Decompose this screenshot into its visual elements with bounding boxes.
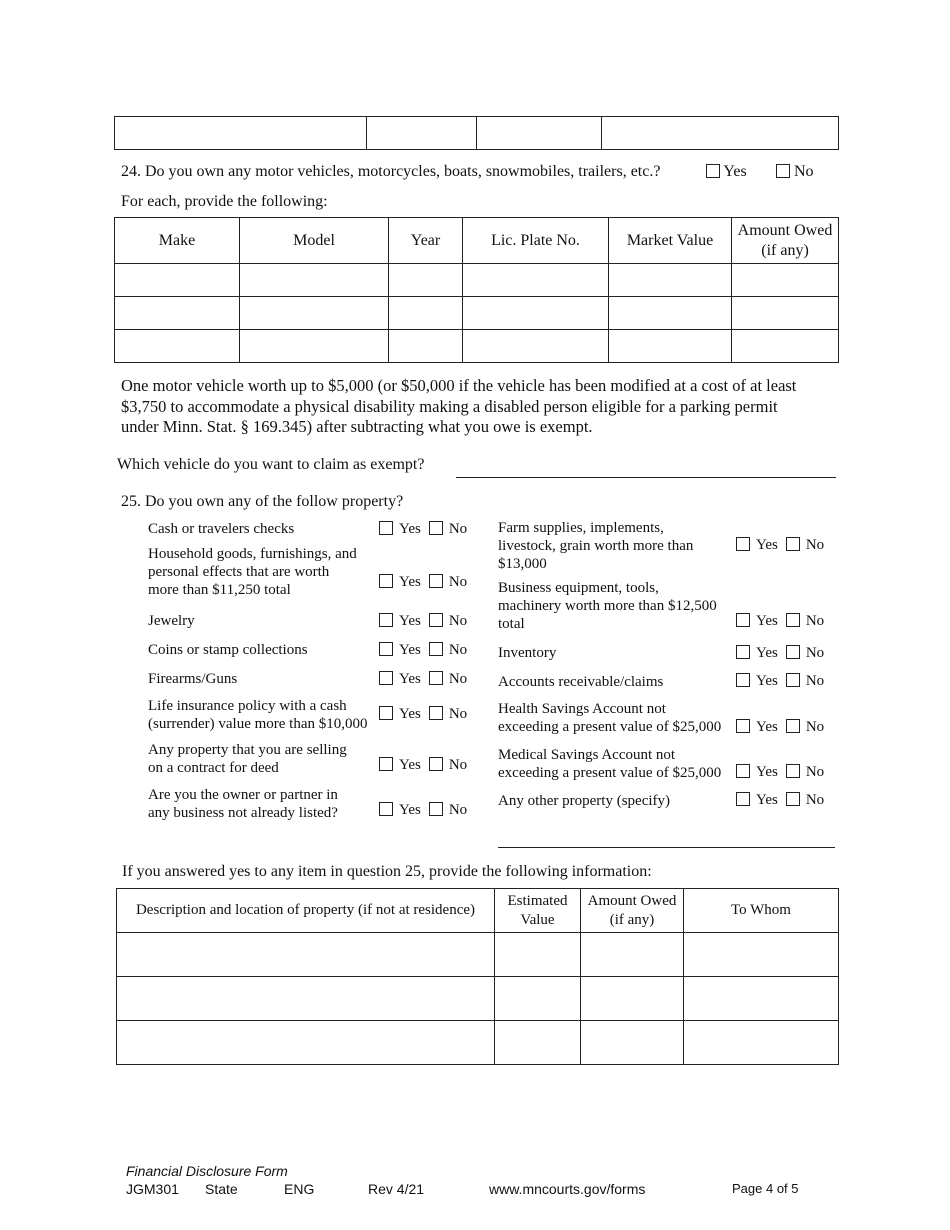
- footer-state: State: [205, 1181, 238, 1197]
- table-cell[interactable]: [240, 297, 389, 330]
- no-label: No: [448, 642, 468, 658]
- table-cell[interactable]: [117, 1021, 495, 1065]
- q25-left-item-label: [148, 786, 338, 822]
- no-checkbox[interactable]: [786, 792, 800, 806]
- yes-label: Yes: [756, 719, 778, 735]
- table-cell[interactable]: [367, 117, 477, 150]
- table-cell[interactable]: [602, 117, 839, 150]
- q25-left-yes-no: [379, 757, 467, 774]
- q24-question-row: [121, 163, 660, 181]
- yes-label: Yes: [399, 574, 421, 590]
- yes-checkbox[interactable]: [379, 642, 393, 656]
- table-cell[interactable]: [581, 977, 684, 1021]
- no-checkbox[interactable]: [429, 613, 443, 627]
- q24-question: 24. Do you own any motor vehicles, motorcycles, boats, snowmobiles, trailers, etc.?: [121, 163, 661, 180]
- table-cell[interactable]: [389, 297, 463, 330]
- no-checkbox[interactable]: [786, 673, 800, 687]
- q25-left-item-line: Life insurance policy with a cash: [148, 698, 347, 714]
- yes-label: Yes: [756, 645, 778, 661]
- exempt-note: [121, 376, 841, 438]
- footer-code: JGM301: [126, 1181, 179, 1197]
- yes-checkbox[interactable]: [379, 574, 393, 588]
- q25-right-item-line: Health Savings Account not: [498, 701, 666, 717]
- header-description: Description and location of property (if not at residence): [117, 889, 495, 933]
- q25-right-item-line: Farm supplies, implements,: [498, 520, 664, 536]
- no-checkbox[interactable]: [429, 574, 443, 588]
- q25-left-item-label: [148, 520, 294, 538]
- table-cell[interactable]: [609, 264, 732, 297]
- header-year: Year: [389, 218, 463, 264]
- q25-right-item-label: [498, 792, 670, 810]
- header-amount-owed-line2: (if any): [609, 911, 655, 928]
- table-cell[interactable]: [495, 977, 581, 1021]
- table-cell[interactable]: [684, 933, 839, 977]
- no-label: No: [448, 757, 468, 773]
- yes-label: Yes: [399, 613, 421, 629]
- footer-page: Page 4 of 5: [732, 1181, 799, 1196]
- table-cell[interactable]: [115, 264, 240, 297]
- table-cell[interactable]: [117, 977, 495, 1021]
- q25-right-yes-no: [736, 764, 824, 781]
- header-estimated-value: [495, 889, 581, 933]
- no-checkbox[interactable]: [429, 642, 443, 656]
- q25-right-item-label: [498, 700, 721, 736]
- exempt-note-line2: $3,750 to accommodate a physical disability making a disabled person eligible for a parking permit: [121, 396, 778, 416]
- no-label: No: [805, 673, 825, 689]
- q25-left-yes-no: [379, 613, 467, 630]
- q25-left-item-label: [148, 641, 308, 659]
- no-checkbox[interactable]: [786, 537, 800, 551]
- yes-label: Yes: [756, 613, 778, 629]
- table-row: [115, 330, 839, 363]
- yes-label: Yes: [399, 671, 421, 687]
- header-amount-owed-line2: (if any): [761, 241, 809, 259]
- table-cell[interactable]: [477, 117, 602, 150]
- q25-right-yes-no: [736, 537, 824, 554]
- other-property-specify-line[interactable]: [498, 847, 835, 848]
- table-row: [117, 1021, 839, 1065]
- q25-left-item-label: [148, 697, 368, 733]
- header-amount-owed: [732, 218, 839, 264]
- q25-right-item-line: machinery worth more than $12,500: [498, 598, 717, 614]
- table-cell[interactable]: [609, 297, 732, 330]
- yes-label: Yes: [399, 642, 421, 658]
- property-table: [116, 888, 839, 1065]
- no-checkbox[interactable]: [786, 764, 800, 778]
- q25-right-item-line: total: [498, 616, 525, 632]
- yes-checkbox[interactable]: [379, 802, 393, 816]
- table-cell[interactable]: [495, 933, 581, 977]
- table-cell[interactable]: [684, 977, 839, 1021]
- yes-checkbox[interactable]: [736, 537, 750, 551]
- table-cell[interactable]: [495, 1021, 581, 1065]
- table-cell[interactable]: [115, 330, 240, 363]
- exempt-note-line1: One motor vehicle worth up to $5,000 (or $50,000 if the vehicle has been modified at a cost of at least: [121, 376, 797, 395]
- q25-right-item-line: $13,000: [498, 556, 547, 572]
- no-label: No: [448, 521, 468, 537]
- yes-checkbox[interactable]: [379, 521, 393, 535]
- table-row: [115, 297, 839, 330]
- yes-checkbox[interactable]: [736, 645, 750, 659]
- q25-left-item-line: on a contract for deed: [148, 760, 279, 776]
- q25-left-item-line: (surrender) value more than $10,000: [148, 716, 368, 732]
- q25-right-yes-no: [736, 792, 824, 809]
- q25-right-yes-no: [736, 719, 824, 736]
- q25-left-item-label: [148, 670, 237, 688]
- q25-left-item-label: [148, 545, 357, 599]
- table-cell[interactable]: [389, 264, 463, 297]
- q25-right-item-label: [498, 746, 721, 782]
- q25-right-item-label: [498, 644, 556, 662]
- q25-left-item-line: Firearms/Guns: [148, 671, 238, 687]
- yes-label: Yes: [756, 764, 778, 780]
- header-market-value: Market Value: [609, 218, 732, 264]
- q25-right-item-label: [498, 579, 717, 633]
- yes-checkbox[interactable]: [736, 792, 750, 806]
- table-cell[interactable]: [732, 297, 839, 330]
- q25-left-item-line: personal effects that are worth: [148, 564, 330, 580]
- q24-yes-option[interactable]: [706, 163, 747, 181]
- q25-right-item-line: Business equipment, tools,: [498, 580, 659, 596]
- header-amount-owed-line1: Amount Owed: [587, 892, 677, 909]
- q24-no-option[interactable]: [776, 163, 814, 181]
- q25-right-item-line: Any other property (specify): [498, 793, 671, 809]
- yes-checkbox[interactable]: [379, 613, 393, 627]
- no-label: No: [805, 764, 825, 780]
- no-label: No: [805, 645, 825, 661]
- no-checkbox[interactable]: [786, 645, 800, 659]
- table-cell[interactable]: [115, 117, 367, 150]
- yes-label: Yes: [756, 792, 778, 808]
- q25-right-item-line: livestock, grain worth more than: [498, 538, 694, 554]
- header-to-whom: To Whom: [684, 889, 839, 933]
- q24-no-label: No: [794, 163, 814, 180]
- vehicle-table: [114, 217, 839, 363]
- yes-checkbox[interactable]: [379, 757, 393, 771]
- q25-left-yes-no: [379, 706, 467, 723]
- footer-lang: ENG: [284, 1181, 315, 1197]
- table-cell[interactable]: [581, 933, 684, 977]
- table-cell[interactable]: [581, 1021, 684, 1065]
- footer-url[interactable]: www.mncourts.gov/forms: [489, 1181, 646, 1197]
- table-cell[interactable]: [463, 264, 609, 297]
- no-checkbox[interactable]: [429, 671, 443, 685]
- header-amount-owed-line1: Amount Owed: [737, 221, 833, 239]
- yes-checkbox[interactable]: [379, 671, 393, 685]
- q25-left-item-line: Cash or travelers checks: [148, 521, 295, 537]
- table-cell[interactable]: [240, 264, 389, 297]
- exempt-vehicle-input-line[interactable]: [456, 477, 836, 478]
- no-label: No: [805, 719, 825, 735]
- q25-left-item-line: Are you the owner or partner in: [148, 787, 338, 803]
- q24-no-checkbox[interactable]: [776, 164, 790, 178]
- q25-left-item-label: [148, 612, 195, 630]
- table-row: [117, 933, 839, 977]
- table-cell[interactable]: [115, 297, 240, 330]
- footer-form-name: Financial Disclosure Form: [126, 1163, 288, 1179]
- yes-label: Yes: [399, 802, 421, 818]
- q25-left-yes-no: [379, 802, 467, 819]
- q25-right-yes-no: [736, 673, 824, 690]
- q25-left-yes-no: [379, 642, 467, 659]
- yes-checkbox[interactable]: [736, 613, 750, 627]
- no-label: No: [805, 792, 825, 808]
- table-cell[interactable]: [389, 330, 463, 363]
- q24-yes-checkbox[interactable]: [706, 164, 720, 178]
- table-cell[interactable]: [463, 330, 609, 363]
- q25-right-item-label: [498, 673, 663, 691]
- q25-right-item-line: Inventory: [498, 645, 557, 661]
- header-plate: Lic. Plate No.: [463, 218, 609, 264]
- no-label: No: [448, 613, 468, 629]
- q25-followup: If you answered yes to any item in question 25, provide the following information:: [122, 863, 652, 880]
- q25-left-yes-no: [379, 671, 467, 688]
- yes-label: Yes: [756, 537, 778, 553]
- q25-right-yes-no: [736, 645, 824, 662]
- header-make: Make: [115, 218, 240, 264]
- exempt-question: Which vehicle do you want to claim as exempt?: [117, 456, 425, 473]
- q25-left-item-line: Jewelry: [148, 613, 195, 629]
- q25-right-item-line: exceeding a present value of $25,000: [498, 765, 722, 781]
- table-cell[interactable]: [609, 330, 732, 363]
- footer-rev: Rev 4/21: [368, 1181, 425, 1197]
- no-checkbox[interactable]: [429, 802, 443, 816]
- q25-right-item-label: [498, 519, 693, 573]
- header-model: Model: [240, 218, 389, 264]
- no-label: No: [805, 613, 825, 629]
- yes-checkbox[interactable]: [736, 673, 750, 687]
- q24-instruction: For each, provide the following:: [121, 193, 328, 210]
- header-estimated-value-line1: Estimated: [507, 892, 568, 909]
- no-label: No: [805, 537, 825, 553]
- yes-label: Yes: [756, 673, 778, 689]
- no-label: No: [448, 671, 468, 687]
- q25-left-yes-no: [379, 521, 467, 538]
- q25-left-item-label: [148, 741, 347, 777]
- yes-checkbox[interactable]: [736, 719, 750, 733]
- header-amount-owed: [581, 889, 684, 933]
- q25-left-item-line: Household goods, furnishings, and: [148, 546, 357, 562]
- top-continuation-table: [114, 116, 839, 150]
- table-cell[interactable]: [240, 330, 389, 363]
- yes-label: Yes: [399, 706, 421, 722]
- table-cell[interactable]: [117, 933, 495, 977]
- q25-left-item-line: more than $11,250 total: [148, 582, 291, 598]
- no-checkbox[interactable]: [786, 719, 800, 733]
- no-label: No: [448, 706, 468, 722]
- table-row: [117, 977, 839, 1021]
- no-checkbox[interactable]: [429, 757, 443, 771]
- q25-left-item-line: Any property that you are selling: [148, 742, 347, 758]
- q25-left-yes-no: [379, 574, 467, 591]
- table-cell[interactable]: [684, 1021, 839, 1065]
- yes-checkbox[interactable]: [379, 706, 393, 720]
- no-checkbox[interactable]: [786, 613, 800, 627]
- q25-question: 25. Do you own any of the follow property?: [121, 493, 404, 510]
- table-cell[interactable]: [463, 297, 609, 330]
- q24-yes-label: Yes: [723, 163, 747, 180]
- q25-right-item-line: Medical Savings Account not: [498, 747, 676, 763]
- yes-label: Yes: [399, 757, 421, 773]
- q25-right-item-line: Accounts receivable/claims: [498, 674, 664, 690]
- table-cell[interactable]: [732, 330, 839, 363]
- q25-left-item-line: Coins or stamp collections: [148, 642, 308, 658]
- q25-left-item-line: any business not already listed?: [148, 805, 338, 821]
- table-row: [115, 264, 839, 297]
- no-label: No: [448, 802, 468, 818]
- no-checkbox[interactable]: [429, 521, 443, 535]
- exempt-note-line3: under Minn. Stat. § 169.345) after subtracting what you owe is exempt.: [121, 417, 593, 436]
- no-checkbox[interactable]: [429, 706, 443, 720]
- q25-right-item-line: exceeding a present value of $25,000: [498, 719, 722, 735]
- q25-right-yes-no: [736, 613, 824, 630]
- yes-checkbox[interactable]: [736, 764, 750, 778]
- table-cell[interactable]: [732, 264, 839, 297]
- header-estimated-value-line2: Value: [520, 911, 555, 928]
- no-label: No: [448, 574, 468, 590]
- yes-label: Yes: [399, 521, 421, 537]
